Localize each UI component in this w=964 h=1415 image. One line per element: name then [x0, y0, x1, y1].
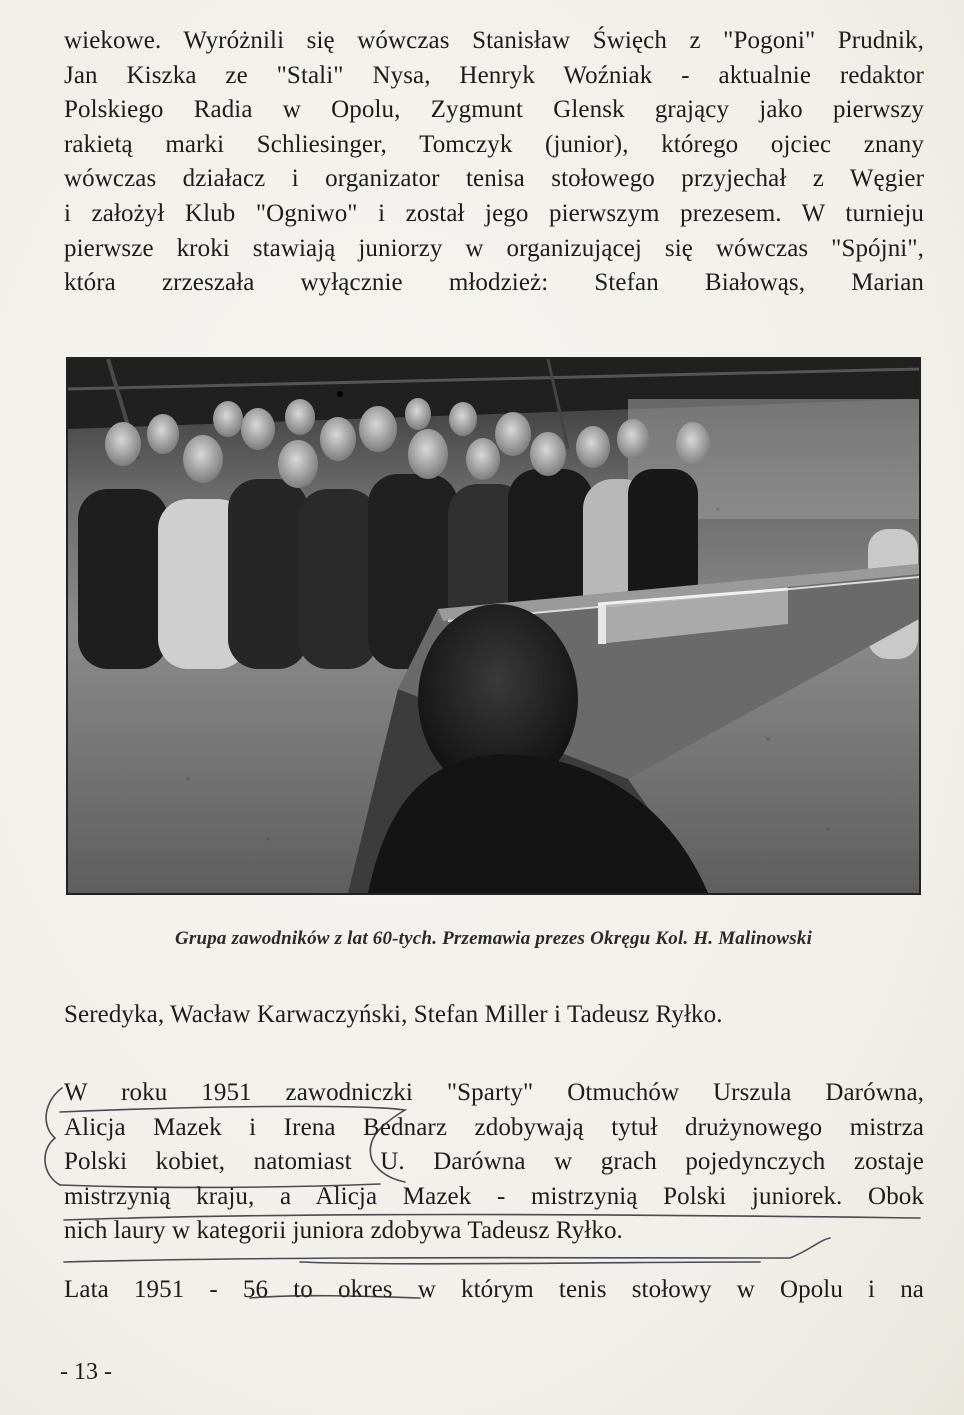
text-line: która zrzeszała wyłącznie młodzież: Stefan Białowąs, Marian	[64, 269, 924, 297]
photo-illustration	[68, 359, 919, 893]
paragraph-1951	[64, 1076, 924, 1249]
text-line: Alicja Mazek i Irena Bednarz zdobywają tytuł drużynowego mistrza	[64, 1113, 924, 1141]
photo-table-tennis-group	[66, 357, 921, 895]
text-line: pierwsze kroki stawiają juniorzy w organizującej się wówczas "Spójni",	[64, 234, 924, 262]
paragraph-lata	[64, 1273, 924, 1308]
text-line: W roku 1951 zawodniczki "Sparty" Otmuchów Urszula Darówna,	[64, 1079, 924, 1106]
text-line: wiekowe. Wyróżnili się wówczas Stanisław Święch z "Pogoni" Prudnik,	[64, 27, 924, 54]
text-line: rakietą marki Schliesinger, Tomczyk (junior), którego ojciec znany	[64, 130, 924, 158]
text-line: nich laury w kategorii juniora zdobywa Tadeusz Ryłko.	[64, 1217, 623, 1245]
text-line: Polskiego Radia w Opolu, Zygmunt Glensk grający jako pierwszy	[64, 96, 924, 124]
text-line: mistrzynią kraju, a Alicja Mazek - mistrzynią Polski juniorek. Obok	[64, 1182, 924, 1210]
text-line: Jan Kiszka ze "Stali" Nysa, Henryk Woźniak - aktualnie redaktor	[64, 61, 924, 89]
text-line: Polski kobiet, natomiast U. Darówna w grach pojedynczych zostaje	[64, 1148, 924, 1176]
page-number: - 13 -	[60, 1359, 112, 1385]
text-line: Lata 1951 - 56 to okres w którym tenis stołowy w Opolu i na	[64, 1276, 924, 1303]
paragraph-continuation	[64, 998, 924, 1033]
text-line: wówczas działacz i organizator tenisa stołowego przyjechał z Węgier	[64, 165, 924, 193]
text-line: Seredyka, Wacław Karwaczyński, Stefan Miller i Tadeusz Ryłko.	[64, 1001, 723, 1028]
photo-caption: Grupa zawodników z lat 60-tych. Przemawia prezes Okręgu Kol. H. Malinowski	[174, 928, 813, 949]
text-line: i założył Klub "Ogniwo" i został jego pierwszym prezesem. W turnieju	[64, 199, 924, 227]
paragraph-top	[64, 24, 924, 301]
